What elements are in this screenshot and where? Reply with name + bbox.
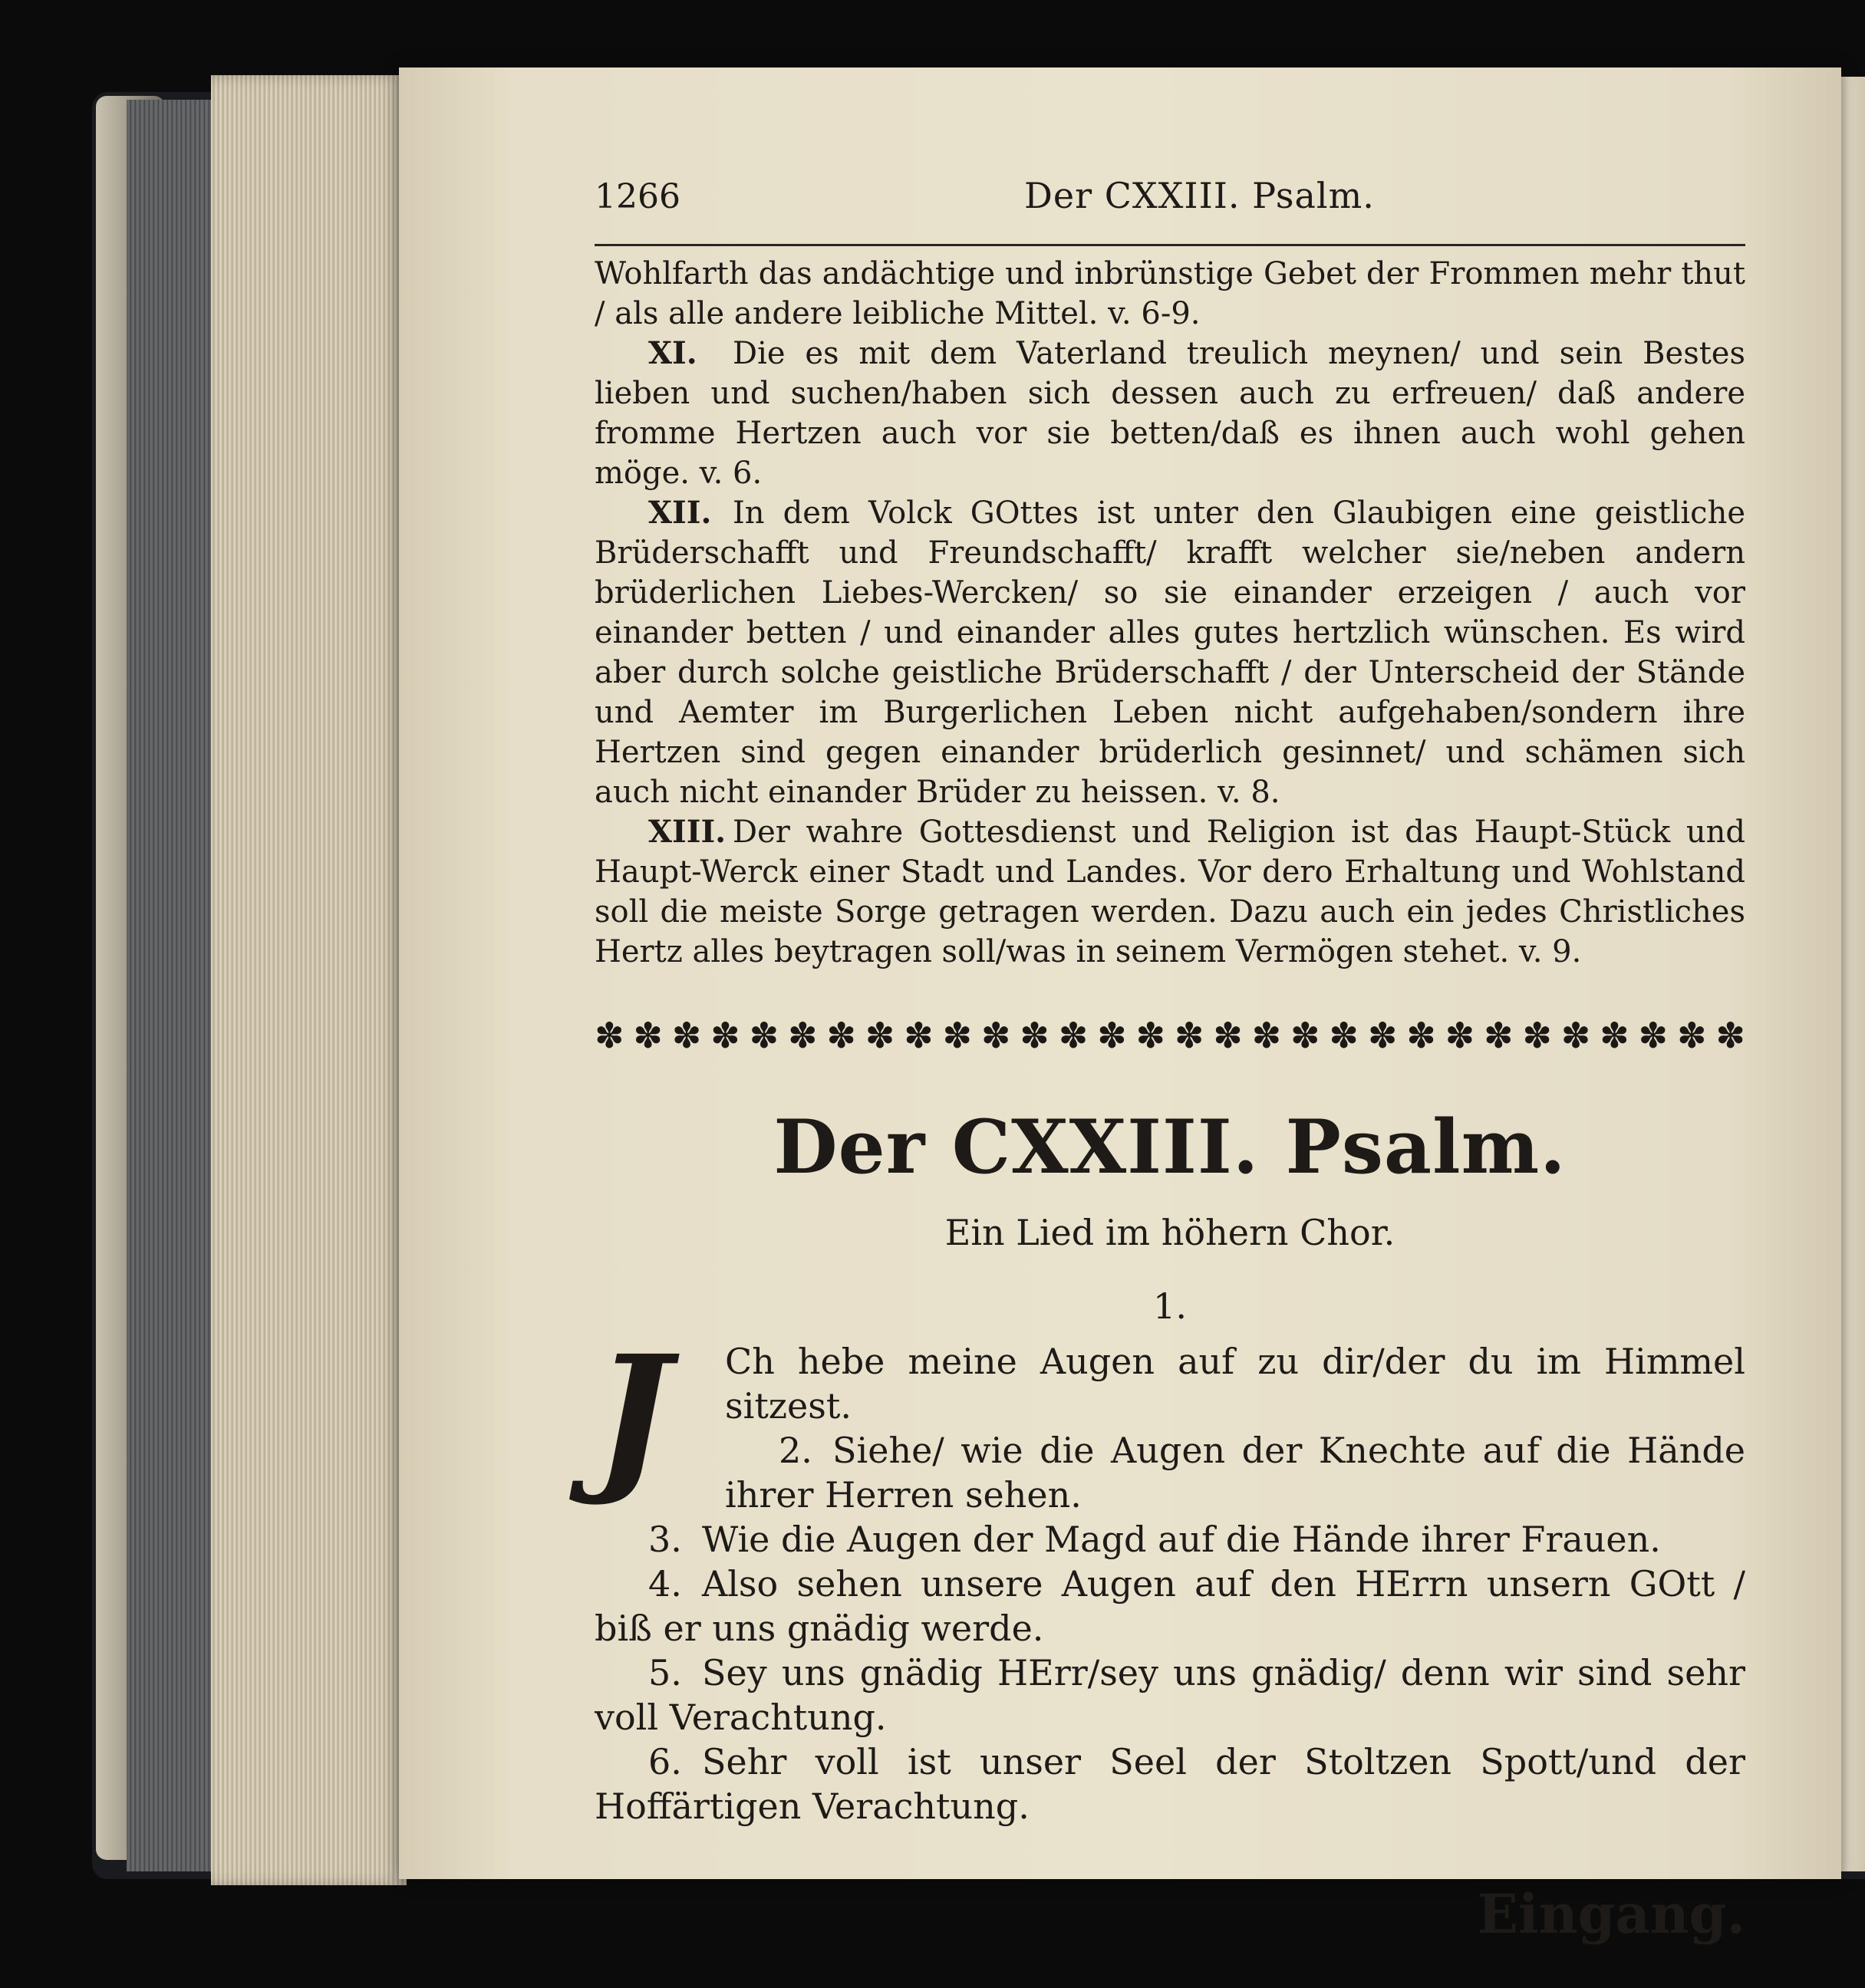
verse-text: Wie die Augen der Magd auf die Hände ihrer Frauen. — [702, 1519, 1661, 1560]
ornament-flower-icon: ✽ — [1715, 1015, 1745, 1056]
ornament-flower-icon: ✽ — [1560, 1015, 1591, 1056]
ornament-flower-icon: ✽ — [1174, 1015, 1204, 1056]
ornament-flower-icon: ✽ — [1367, 1015, 1398, 1056]
page-number: 1266 — [595, 177, 680, 216]
psalm-title: Der CXXIII. Psalm. — [773, 1104, 1567, 1190]
commentary-paragraph — [595, 334, 1745, 493]
ornament-flower-icon: ✽ — [1020, 1015, 1049, 1056]
ornament-flower-icon: ✽ — [787, 1015, 818, 1056]
ornament-flower-icon: ✽ — [1213, 1015, 1243, 1056]
commentary-paragraph — [595, 493, 1745, 812]
commentary-paragraph — [595, 254, 1745, 334]
ornament-flower-icon: ✽ — [1097, 1015, 1127, 1056]
verse — [595, 1740, 1745, 1828]
ornament-flower-icon: ✽ — [904, 1015, 934, 1056]
ornament-flower-icon: ✽ — [710, 1015, 740, 1056]
verse-number: 2. — [779, 1430, 812, 1471]
ornament-flower-icon: ✽ — [671, 1015, 702, 1056]
verse-number: 5. — [648, 1652, 682, 1693]
verse-block-first — [595, 1320, 1745, 1517]
paragraph-text: Der wahre Gottesdienst und Religion ist das Haupt-Stück und Haupt-Werck einer Stadt und Landes. Vor dero Erhaltung und Wohlstand soll die meiste Sorge getragen werden. Dazu auch ein jedes Christliches Hertz alles beytragen soll/was in seinem Vermögen stehet. v. 9. — [595, 815, 1745, 969]
running-head: Der CXXIII. Psalm. — [1024, 175, 1375, 216]
ornament-flower-icon: ✽ — [1676, 1015, 1707, 1056]
ornament-flower-icon: ✽ — [826, 1015, 856, 1056]
paragraph-text: Wohlfarth das andächtige und inbrünstige Gebet der Frommen mehr thut / als alle andere leibliche Mittel. v. 6-9. — [595, 256, 1745, 331]
verse-text: Also sehen unsere Augen auf den HErrn unsern GOtt / biß er uns gnädig werde. — [595, 1563, 1745, 1649]
verse-text: Sehr voll ist unser Seel der Stoltzen Spott/und der Hoffärtigen Verachtung. — [595, 1741, 1745, 1827]
page-edges — [211, 75, 407, 1885]
verse — [725, 1339, 1745, 1428]
ornament-flower-icon: ✽ — [865, 1015, 895, 1056]
ornament-flower-icon: ✽ — [942, 1015, 973, 1056]
ornament-flower-icon: ✽ — [595, 1015, 624, 1056]
verse-number: 4. — [648, 1563, 682, 1605]
ornament-flower-icon: ✽ — [1522, 1015, 1552, 1056]
commentary-paragraph — [595, 812, 1745, 972]
paragraph-number: XII. — [648, 495, 712, 531]
paragraph-text: In dem Volck GOttes ist unter den Glaubigen eine geistliche Brüderschafft und Freundschafft/ krafft welcher sie/neben andern brüderlichen Liebes-Wercken/ so sie einander erzeigen / auch vor einander betten / und einander alles gutes hertzlich wünschen. Es wird aber durch solche geistliche Brüderschafft / der Unterscheid der Stände und Aemter im Burgerlichen Leben nicht aufgehaben/sondern ihre Hertzen sind gegen einander brüderlich gesinnet/ und schämen sich auch nicht einander Brüder zu heissen. v. 8. — [595, 495, 1745, 810]
ornament-flower-icon: ✽ — [1406, 1015, 1436, 1056]
ornament-flower-icon: ✽ — [633, 1015, 663, 1056]
ornament-flower-icon: ✽ — [1600, 1015, 1629, 1056]
ornament-flower-icon: ✽ — [1135, 1015, 1166, 1056]
book-page — [399, 67, 1841, 1946]
verse — [725, 1428, 1745, 1517]
verse-text: Siehe/ wie die Augen der Knechte auf die Hände ihrer Herren sehen. — [725, 1430, 1745, 1516]
ornament-flower-icon: ✽ — [980, 1015, 1011, 1056]
page-header — [595, 175, 1745, 246]
paragraph-text: Die es mit dem Vaterland treulich meynen/ und sein Bestes lieben und suchen/haben sich dessen auch zu erfreuen/ daß andere fromme Hertzen auch vor sie betten/daß es ihnen auch wohl gehen möge. v. 6. — [595, 336, 1745, 491]
paragraph-number: XIII. — [648, 814, 727, 850]
ornament-flower-icon: ✽ — [1483, 1015, 1514, 1056]
verse-number: 3. — [648, 1519, 682, 1560]
verse — [595, 1651, 1745, 1740]
ornament-flower-icon: ✽ — [1638, 1015, 1669, 1056]
page-block-shadow — [127, 100, 219, 1871]
verse-text: Ch hebe meine Augen auf zu dir/der du im Himmel sitzest. — [725, 1341, 1745, 1427]
ornament-flower-icon: ✽ — [1290, 1015, 1320, 1056]
ornament-divider — [595, 1016, 1745, 1055]
ornament-flower-icon: ✽ — [749, 1015, 779, 1056]
catchword: Eingang. — [1477, 1882, 1745, 1946]
ornament-flower-icon: ✽ — [1329, 1015, 1359, 1056]
ornament-flower-icon: ✽ — [1251, 1015, 1282, 1056]
verse — [595, 1517, 1745, 1562]
section-mark: 1. — [1153, 1285, 1187, 1327]
verse-text: Sey uns gnädig HErr/sey uns gnädig/ denn wir sind sehr voll Verachtung. — [595, 1652, 1745, 1738]
drop-cap-initial: J — [595, 1320, 671, 1509]
paragraph-number: XI. — [648, 335, 697, 371]
verse — [595, 1562, 1745, 1651]
psalm-subtitle: Ein Lied im höhern Chor. — [944, 1212, 1395, 1253]
verse-number: 6. — [648, 1741, 682, 1782]
page-content — [595, 175, 1745, 1974]
ornament-flower-icon: ✽ — [1058, 1015, 1089, 1056]
catchword-row — [595, 1882, 1745, 1974]
ornament-flower-icon: ✽ — [1445, 1015, 1475, 1056]
